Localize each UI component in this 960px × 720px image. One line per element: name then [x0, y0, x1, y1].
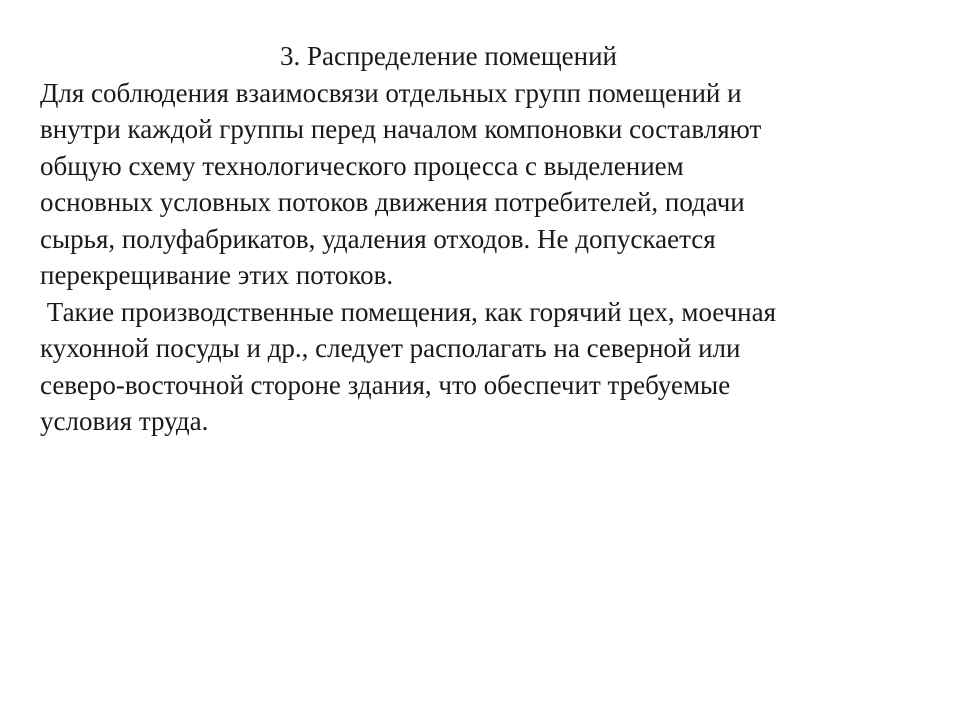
paragraph-2	[40, 294, 920, 440]
paragraph-line: сырья, полуфабрикатов, удаления отходов. Не допускается	[40, 223, 716, 254]
slide-content	[40, 38, 920, 440]
slide-title: 3. Распределение помещений	[280, 41, 617, 71]
paragraph-line: общую схему технологического процесса с выделением	[40, 150, 684, 181]
paragraph-line: кухонной посуды и др., следует располагать на северной или	[40, 333, 741, 363]
paragraph-line: внутри каждой группы перед началом компоновки составляют	[40, 114, 762, 144]
paragraph-line: северо-восточной стороне здания, что обеспечит требуемые	[40, 369, 731, 400]
paragraph-line: Для соблюдения взаимосвязи отдельных групп помещений и	[40, 77, 742, 108]
paragraph-line: Такие производственные помещения, как горячий цех, моечная	[40, 296, 777, 327]
paragraph-line: условия труда.	[40, 406, 209, 436]
paragraph-line: основных условных потоков движения потребителей, подачи	[40, 187, 745, 217]
paragraph-line: перекрещивание этих потоков.	[40, 260, 394, 290]
paragraph-1	[40, 75, 920, 294]
